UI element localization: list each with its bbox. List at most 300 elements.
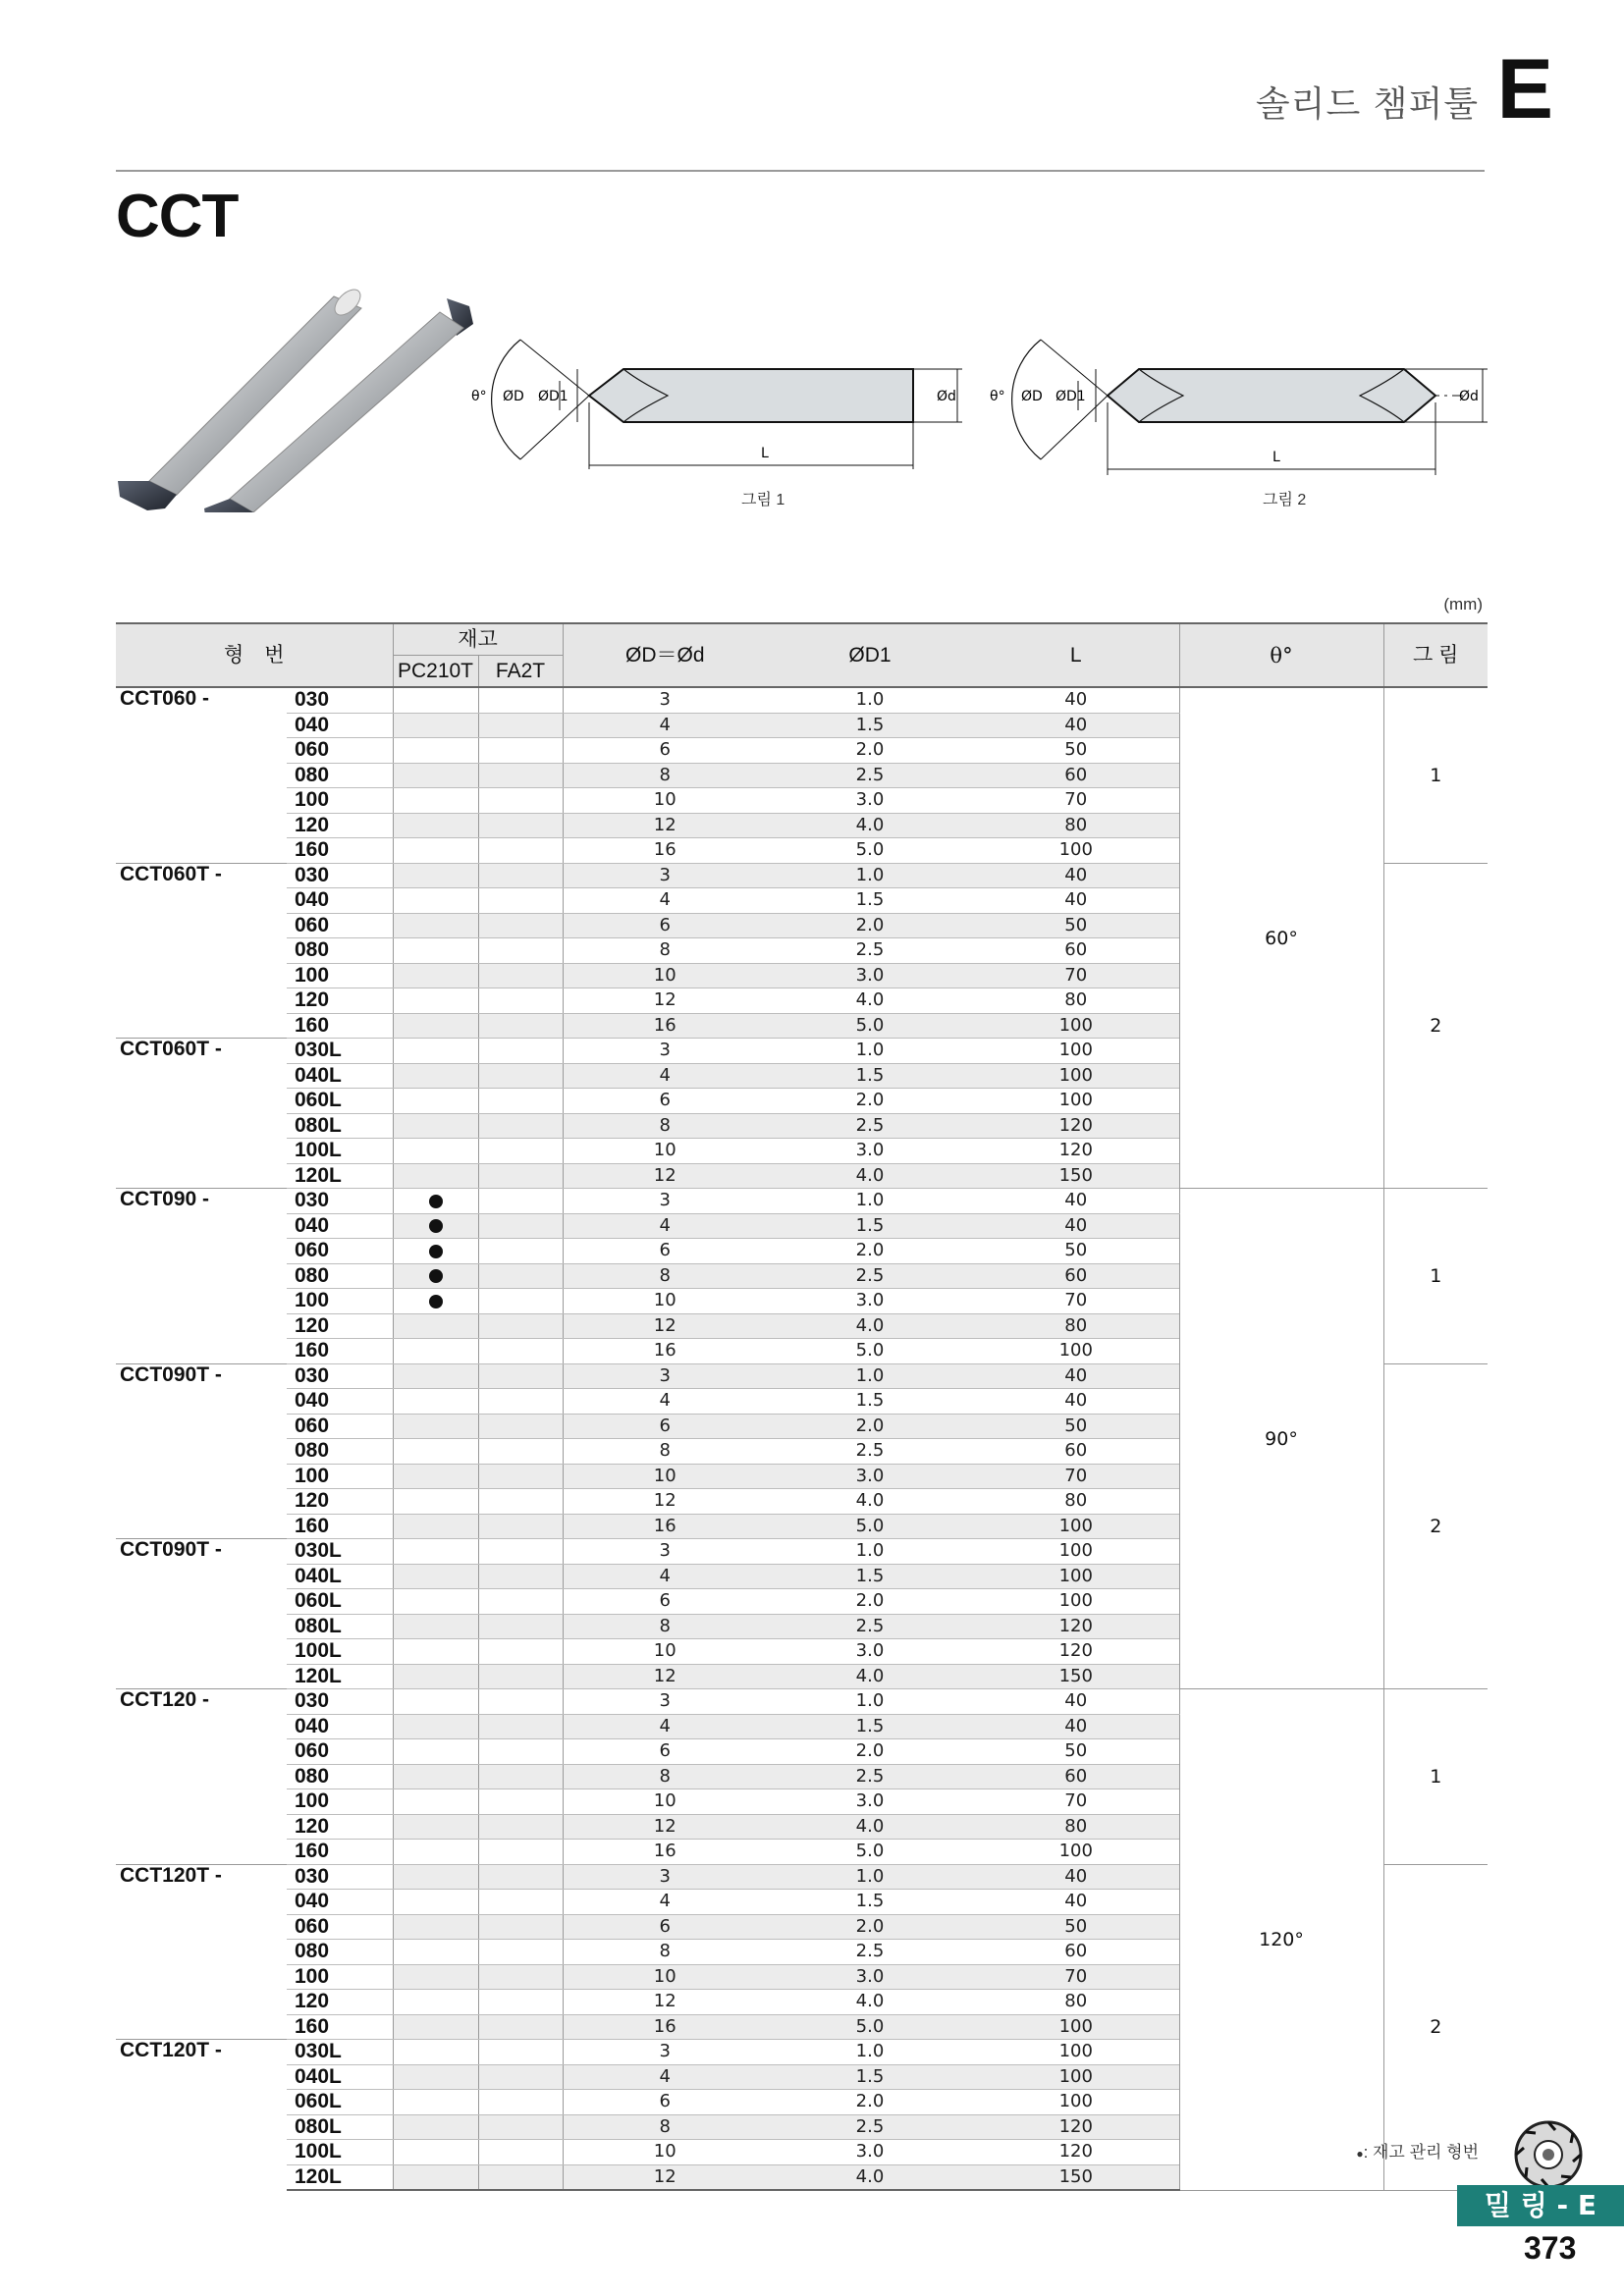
stock-pc210t (393, 687, 478, 713)
value-l: 60 (973, 938, 1179, 964)
value-d: 6 (563, 1239, 767, 1264)
value-l: 60 (973, 763, 1179, 788)
fig1-d-label: Ød (937, 389, 956, 404)
value-d1: 2.5 (767, 938, 973, 964)
value-d: 6 (563, 913, 767, 938)
value-d1: 2.0 (767, 1414, 973, 1439)
value-l: 80 (973, 1814, 1179, 1840)
model-size: 060 (287, 1239, 393, 1264)
value-d1: 1.0 (767, 1539, 973, 1565)
stock-fa2t (478, 1890, 563, 1915)
value-l: 100 (973, 2040, 1179, 2065)
section-title: 솔리드 챔퍼툴 (1255, 84, 1479, 125)
value-d: 12 (563, 1489, 767, 1515)
col-header-d1: ØD1 (767, 623, 973, 687)
value-d1: 3.0 (767, 963, 973, 988)
stock-fa2t (478, 1689, 563, 1715)
value-l: 120 (973, 1639, 1179, 1665)
model-size: 040L (287, 1063, 393, 1089)
value-d1: 1.5 (767, 1890, 973, 1915)
model-size: 120 (287, 1313, 393, 1339)
value-l: 80 (973, 988, 1179, 1014)
value-l: 70 (973, 1964, 1179, 1990)
stock-fa2t (478, 1539, 563, 1565)
model-size: 100 (287, 1464, 393, 1489)
page-number: 373 (1524, 2230, 1577, 2266)
value-d: 10 (563, 788, 767, 814)
value-d: 12 (563, 1664, 767, 1689)
value-l: 40 (973, 1890, 1179, 1915)
value-d1: 1.0 (767, 1039, 973, 1064)
value-d1: 2.0 (767, 1739, 973, 1765)
value-l: 70 (973, 963, 1179, 988)
value-d: 12 (563, 813, 767, 838)
value-d: 10 (563, 1639, 767, 1665)
stock-fa2t (478, 1714, 563, 1739)
stock-fa2t (478, 1489, 563, 1515)
value-d: 4 (563, 1063, 767, 1089)
value-d: 4 (563, 713, 767, 738)
stock-fa2t (478, 2140, 563, 2165)
stock-fa2t (478, 1840, 563, 1865)
figure-2-caption: 그림 2 (1263, 492, 1307, 508)
stock-fa2t (478, 838, 563, 864)
theta-value: 120° (1179, 1689, 1383, 2191)
stock-fa2t (478, 1964, 563, 1990)
model-size: 030L (287, 1039, 393, 1064)
stock-pc210t (393, 1363, 478, 1389)
value-d1: 4.0 (767, 1664, 973, 1689)
value-d: 8 (563, 763, 767, 788)
stock-pc210t (393, 2164, 478, 2190)
stock-pc210t (393, 1089, 478, 1114)
value-l: 70 (973, 788, 1179, 814)
col-header-pc210t: PC210T (393, 656, 478, 688)
value-l: 100 (973, 2014, 1179, 2040)
stock-pc210t (393, 1489, 478, 1515)
model-prefix: CCT090T - (116, 1539, 287, 1689)
stock-pc210t (393, 1914, 478, 1940)
value-d1: 5.0 (767, 1514, 973, 1539)
model-size: 080L (287, 1614, 393, 1639)
spec-table-body (116, 687, 1488, 2190)
value-d: 4 (563, 1389, 767, 1415)
stock-pc210t (393, 1639, 478, 1665)
value-d1: 3.0 (767, 1289, 973, 1314)
value-d1: 4.0 (767, 1814, 973, 1840)
value-l: 100 (973, 1339, 1179, 1364)
model-size: 160 (287, 2014, 393, 2040)
value-l: 50 (973, 1239, 1179, 1264)
model-size: 060L (287, 1089, 393, 1114)
stock-fa2t (478, 1614, 563, 1639)
value-l: 40 (973, 687, 1179, 713)
value-l: 120 (973, 1139, 1179, 1164)
value-d1: 1.0 (767, 1689, 973, 1715)
model-size: 080 (287, 938, 393, 964)
stock-fa2t (478, 2090, 563, 2115)
stock-fa2t (478, 1189, 563, 1214)
model-size: 080 (287, 1263, 393, 1289)
stock-pc210t (393, 1664, 478, 1689)
value-d: 10 (563, 1139, 767, 1164)
stock-fa2t (478, 1990, 563, 2015)
value-d: 10 (563, 1464, 767, 1489)
value-l: 50 (973, 913, 1179, 938)
stock-fa2t (478, 2164, 563, 2190)
stock-pc210t (393, 1689, 478, 1715)
value-d1: 3.0 (767, 2140, 973, 2165)
model-size: 080 (287, 1940, 393, 1965)
value-d1: 3.0 (767, 1639, 973, 1665)
value-d: 16 (563, 1339, 767, 1364)
model-size: 120 (287, 813, 393, 838)
value-d1: 4.0 (767, 1313, 973, 1339)
value-d1: 2.5 (767, 1263, 973, 1289)
value-d: 16 (563, 1514, 767, 1539)
stock-fa2t (478, 1814, 563, 1840)
stock-fa2t (478, 738, 563, 764)
model-size: 160 (287, 838, 393, 864)
value-d: 3 (563, 1539, 767, 1565)
value-l: 40 (973, 888, 1179, 914)
model-size: 120 (287, 988, 393, 1014)
value-d: 12 (563, 988, 767, 1014)
table-row (116, 1689, 1488, 1715)
model-size: 040L (287, 2064, 393, 2090)
value-l: 150 (973, 1163, 1179, 1189)
model-size: 080 (287, 763, 393, 788)
in-stock-dot-icon (429, 1269, 443, 1283)
col-header-figure: 그 림 (1383, 623, 1488, 687)
value-d1: 2.5 (767, 763, 973, 788)
model-size: 080 (287, 1764, 393, 1789)
stock-fa2t (478, 1639, 563, 1665)
fig2-D1-label: ØD1 (1056, 389, 1086, 404)
value-d: 10 (563, 1789, 767, 1815)
value-d1: 1.0 (767, 687, 973, 713)
value-d: 12 (563, 1990, 767, 2015)
stock-fa2t (478, 1564, 563, 1589)
value-d1: 1.5 (767, 1389, 973, 1415)
stock-pc210t (393, 963, 478, 988)
stock-fa2t (478, 1664, 563, 1689)
stock-pc210t (393, 1289, 478, 1314)
model-size: 040 (287, 1714, 393, 1739)
stock-pc210t (393, 2014, 478, 2040)
section-letter: E (1496, 42, 1553, 136)
stock-pc210t (393, 1714, 478, 1739)
value-d1: 4.0 (767, 813, 973, 838)
value-d: 12 (563, 1163, 767, 1189)
value-l: 150 (973, 1664, 1179, 1689)
col-header-l: L (973, 623, 1179, 687)
stock-fa2t (478, 1263, 563, 1289)
value-d: 8 (563, 1263, 767, 1289)
stock-fa2t (478, 963, 563, 988)
model-size: 030 (287, 1689, 393, 1715)
model-size: 120 (287, 1814, 393, 1840)
value-d: 6 (563, 1914, 767, 1940)
stock-pc210t (393, 1514, 478, 1539)
fig2-d-label: Ød (1459, 389, 1479, 404)
model-size: 040 (287, 1389, 393, 1415)
model-size: 030 (287, 863, 393, 888)
value-d1: 2.5 (767, 1614, 973, 1639)
value-d1: 3.0 (767, 1139, 973, 1164)
stock-pc210t (393, 1239, 478, 1264)
theta-value: 60° (1179, 687, 1383, 1189)
value-d1: 1.5 (767, 888, 973, 914)
stock-pc210t (393, 1313, 478, 1339)
value-l: 150 (973, 2164, 1179, 2190)
in-stock-dot-icon (429, 1219, 443, 1233)
stock-pc210t (393, 788, 478, 814)
value-l: 100 (973, 1514, 1179, 1539)
stock-pc210t (393, 1589, 478, 1615)
value-d1: 4.0 (767, 1489, 973, 1515)
value-d1: 1.0 (767, 2040, 973, 2065)
stock-fa2t (478, 1514, 563, 1539)
value-d: 3 (563, 1864, 767, 1890)
in-stock-dot-icon (429, 1245, 443, 1258)
value-l: 100 (973, 1063, 1179, 1089)
stock-pc210t (393, 2114, 478, 2140)
tool-short-photo (118, 285, 365, 510)
value-d: 12 (563, 2164, 767, 2190)
value-l: 120 (973, 1614, 1179, 1639)
stock-pc210t (393, 1864, 478, 1890)
col-header-dd: ØD＝Ød (563, 623, 767, 687)
stock-pc210t (393, 1539, 478, 1565)
value-l: 50 (973, 1739, 1179, 1765)
value-d: 3 (563, 1363, 767, 1389)
stock-pc210t (393, 838, 478, 864)
value-l: 80 (973, 813, 1179, 838)
stock-pc210t (393, 1389, 478, 1415)
value-d: 6 (563, 1739, 767, 1765)
stock-pc210t (393, 1013, 478, 1039)
value-d: 4 (563, 1714, 767, 1739)
model-size: 080L (287, 2114, 393, 2140)
value-d1: 3.0 (767, 1464, 973, 1489)
value-d: 3 (563, 863, 767, 888)
value-d1: 1.5 (767, 1564, 973, 1589)
model-size: 120L (287, 1163, 393, 1189)
stock-fa2t (478, 2014, 563, 2040)
model-prefix: CCT060T - (116, 1039, 287, 1189)
value-d: 8 (563, 1940, 767, 1965)
fig1-theta-label: θ° (471, 389, 487, 404)
stock-pc210t (393, 1840, 478, 1865)
value-l: 40 (973, 1714, 1179, 1739)
value-d1: 2.0 (767, 2090, 973, 2115)
value-l: 80 (973, 1489, 1179, 1515)
model-size: 160 (287, 1840, 393, 1865)
value-l: 100 (973, 1840, 1179, 1865)
model-size: 030 (287, 1864, 393, 1890)
value-d: 12 (563, 1313, 767, 1339)
value-d: 3 (563, 1189, 767, 1214)
stock-fa2t (478, 863, 563, 888)
value-d: 10 (563, 2140, 767, 2165)
stock-pc210t (393, 763, 478, 788)
model-size: 160 (287, 1514, 393, 1539)
value-d: 8 (563, 1614, 767, 1639)
stock-fa2t (478, 938, 563, 964)
value-d1: 2.0 (767, 913, 973, 938)
stock-pc210t (393, 1113, 478, 1139)
model-size: 030 (287, 1363, 393, 1389)
stock-pc210t (393, 1263, 478, 1289)
stock-fa2t (478, 1363, 563, 1389)
model-size: 030L (287, 2040, 393, 2065)
header-divider (116, 170, 1485, 172)
value-l: 40 (973, 1189, 1179, 1214)
value-d1: 3.0 (767, 1789, 973, 1815)
figure-ref: 2 (1383, 863, 1488, 1189)
stock-fa2t (478, 913, 563, 938)
value-l: 120 (973, 1113, 1179, 1139)
value-d: 6 (563, 1414, 767, 1439)
unit-label: (mm) (1443, 595, 1483, 614)
stock-pc210t (393, 1739, 478, 1765)
model-size: 100L (287, 2140, 393, 2165)
col-header-model: 형 번 (116, 623, 393, 687)
stock-fa2t (478, 1439, 563, 1465)
stock-pc210t (393, 1339, 478, 1364)
value-d: 8 (563, 2114, 767, 2140)
stock-pc210t (393, 1439, 478, 1465)
table-row (116, 687, 1488, 713)
stock-pc210t (393, 863, 478, 888)
value-d1: 1.0 (767, 1363, 973, 1389)
stock-fa2t (478, 1389, 563, 1415)
model-size: 040L (287, 1564, 393, 1589)
value-d: 6 (563, 1589, 767, 1615)
value-l: 50 (973, 738, 1179, 764)
value-d: 16 (563, 2014, 767, 2040)
model-size: 120 (287, 1489, 393, 1515)
stock-fa2t (478, 1464, 563, 1489)
value-d1: 3.0 (767, 1964, 973, 1990)
value-l: 40 (973, 1864, 1179, 1890)
value-d1: 4.0 (767, 1163, 973, 1189)
model-size: 100 (287, 963, 393, 988)
stock-pc210t (393, 988, 478, 1014)
stock-fa2t (478, 1213, 563, 1239)
value-d1: 2.5 (767, 1940, 973, 1965)
value-l: 100 (973, 1539, 1179, 1565)
value-l: 40 (973, 713, 1179, 738)
model-size: 030L (287, 1539, 393, 1565)
value-d1: 2.0 (767, 738, 973, 764)
stock-pc210t (393, 1614, 478, 1639)
model-size: 100L (287, 1639, 393, 1665)
value-d: 4 (563, 2064, 767, 2090)
value-d: 8 (563, 1764, 767, 1789)
stock-pc210t (393, 1464, 478, 1489)
stock-pc210t (393, 1139, 478, 1164)
col-header-theta: θ° (1179, 623, 1383, 687)
model-size: 060 (287, 1414, 393, 1439)
stock-fa2t (478, 1313, 563, 1339)
stock-fa2t (478, 1414, 563, 1439)
fig2-L-label: L (1272, 450, 1280, 465)
stock-pc210t (393, 813, 478, 838)
value-d1: 5.0 (767, 1840, 973, 1865)
legend-text: : 재고 관리 형번 (1363, 2143, 1479, 2162)
value-d: 3 (563, 687, 767, 713)
value-d1: 2.0 (767, 1239, 973, 1264)
figure-2-drawing (982, 312, 1502, 479)
value-d: 8 (563, 1439, 767, 1465)
fig2-D-label: ØD (1021, 389, 1043, 404)
product-photo (108, 277, 501, 512)
spec-table (116, 622, 1488, 2191)
value-l: 70 (973, 1464, 1179, 1489)
value-l: 40 (973, 1363, 1179, 1389)
stock-fa2t (478, 1764, 563, 1789)
value-l: 60 (973, 1940, 1179, 1965)
legend-dot-icon: ● (1356, 2147, 1364, 2161)
value-d1: 4.0 (767, 2164, 973, 2190)
model-size: 060 (287, 1739, 393, 1765)
stock-fa2t (478, 1940, 563, 1965)
value-l: 40 (973, 863, 1179, 888)
figure-ref: 2 (1383, 1864, 1488, 2190)
stock-fa2t (478, 1113, 563, 1139)
value-d1: 1.5 (767, 1063, 973, 1089)
model-size: 100 (287, 1964, 393, 1990)
model-size: 080 (287, 1439, 393, 1465)
model-size: 060 (287, 738, 393, 764)
model-size: 060L (287, 1589, 393, 1615)
value-d1: 4.0 (767, 988, 973, 1014)
value-l: 100 (973, 1089, 1179, 1114)
value-l: 100 (973, 838, 1179, 864)
stock-pc210t (393, 1189, 478, 1214)
page-title: CCT (116, 183, 239, 250)
stock-fa2t (478, 1739, 563, 1765)
model-size: 160 (287, 1013, 393, 1039)
model-size: 080L (287, 1113, 393, 1139)
value-d: 3 (563, 1689, 767, 1715)
stock-fa2t (478, 1139, 563, 1164)
in-stock-dot-icon (429, 1295, 443, 1308)
stock-fa2t (478, 763, 563, 788)
model-size: 040 (287, 713, 393, 738)
in-stock-dot-icon (429, 1195, 443, 1208)
value-d1: 3.0 (767, 788, 973, 814)
stock-pc210t (393, 913, 478, 938)
stock-fa2t (478, 1289, 563, 1314)
stock-fa2t (478, 813, 563, 838)
stock-fa2t (478, 713, 563, 738)
value-d1: 2.5 (767, 1113, 973, 1139)
stock-fa2t (478, 2040, 563, 2065)
stock-fa2t (478, 2064, 563, 2090)
stock-pc210t (393, 1564, 478, 1589)
stock-pc210t (393, 1213, 478, 1239)
value-d: 16 (563, 1013, 767, 1039)
stock-fa2t (478, 788, 563, 814)
value-d: 16 (563, 838, 767, 864)
figure-ref: 1 (1383, 687, 1488, 863)
model-size: 040 (287, 1890, 393, 1915)
model-size: 120L (287, 2164, 393, 2190)
value-d1: 5.0 (767, 2014, 973, 2040)
